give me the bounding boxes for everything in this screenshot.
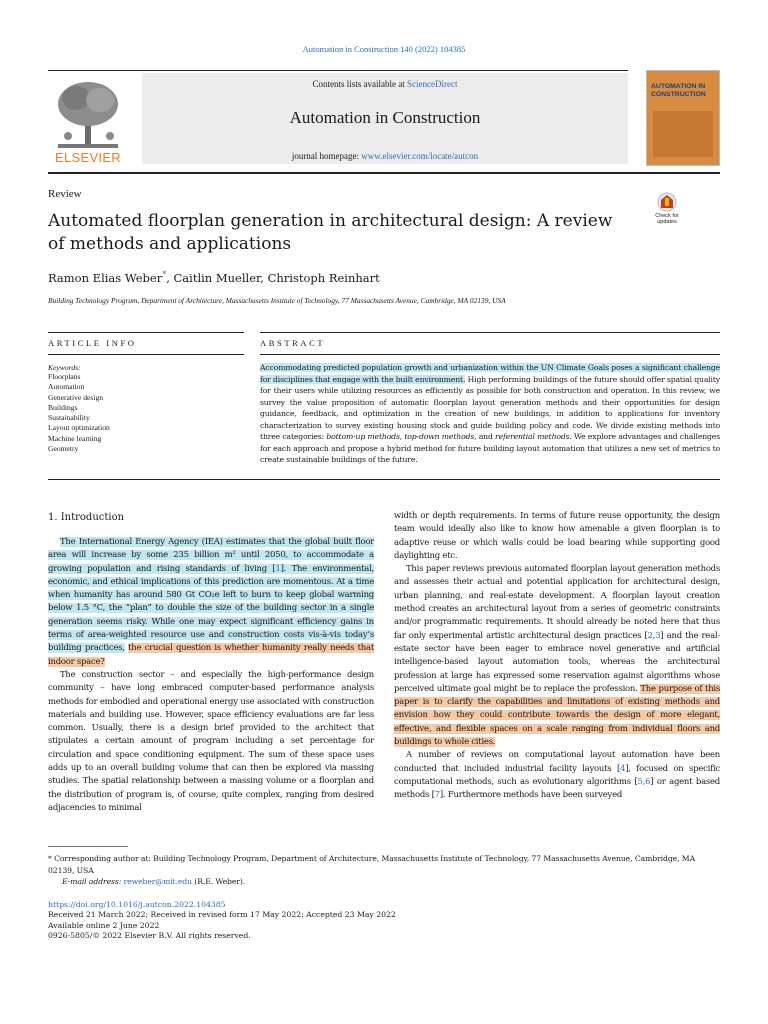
citation-link[interactable]: 5,6 <box>637 776 651 787</box>
article-info-rule-bottom <box>48 354 244 355</box>
received-dates: Received 21 March 2022; Received in revised form 17 May 2022; Accepted 23 May 2022 <box>48 910 396 920</box>
author-rest[interactable]: , Caitlin Mueller, Christoph Reinhart <box>166 270 380 285</box>
check-for-updates-icon[interactable] <box>648 192 686 232</box>
body-column-left <box>48 536 374 815</box>
paragraph: width or depth requirements. In terms of future reuse opportunity, the design team would ideally also like to know how amenable a given floorplan is to adaptive reuse or which walls could be load bearing while supporting good daylighting etc. <box>394 511 720 561</box>
footnote-rule <box>48 846 128 847</box>
abstract-emphasis-a: bottom-up methods <box>326 432 400 441</box>
journal-reference[interactable]: Automation in Construction 140 (2022) 104385 <box>302 44 466 54</box>
section-heading-introduction: 1. Introduction <box>48 512 125 523</box>
body-column-right <box>394 510 720 803</box>
check-label-line2: updates <box>657 219 677 225</box>
highlight-orange: the crucial question is whether humanity really needs that indoor space? <box>48 643 375 667</box>
cover-title: AUTOMATION IN CONSTRUCTION <box>651 83 706 98</box>
email-suffix: (R.E. Weber). <box>191 877 246 886</box>
keyword-item: Floorplans <box>48 372 81 381</box>
citation-link[interactable]: 7 <box>434 790 440 801</box>
keywords-label: Keywords: <box>48 363 81 372</box>
intro-r2-text-b: ] and the real-estate sector have been eager to embrace novel generative and artificial intelligence-based layout automation tools, whereas the architectural profession at large has expressed some reservation against algorithms whose perceived ultimate goal might be to replace the profession. <box>394 630 720 694</box>
author-list <box>48 270 380 285</box>
intro-p1-text: The International Energy Agency (IEA) estimates that the global built floor area will increase by some 235 billion m² until 2050, to accommodate a growing population and rising standards of living [ <box>48 537 374 574</box>
intro-r3-text-d: ]. Furthermore methods have been surveyed <box>439 790 623 801</box>
affiliation: Building Technology Program, Department of Architecture, Massachusetts Institute of Technology, 77 Massachusetts Avenue, Cambridge, MA 02139, USA <box>48 296 506 305</box>
keyword-item: Generative design <box>48 392 104 402</box>
header-rule-top <box>48 70 628 71</box>
citation-link[interactable]: 1 <box>275 563 281 574</box>
keyword-item: Sustainability <box>48 413 90 423</box>
check-label-line1: Check for <box>655 213 679 219</box>
paragraph: The construction sector – and especially the high-performance design community – have long embraced computer-based performance analysis methods for embodied and operational energy use associated with construction materials and building use. However, space efficiency evaluations are far less common. Usually, there is a design brief provided to the architect that stipulates a certain amount of program including a set percentage for circulation and space conditioning equipment. The sum of these space uses adds up to an overall building volume that can then be explored via massing studies. The spatial relationship between a massing volume or a floorplan and the distribution of program is, of course, quite complex, ranging from desired adjacencies to minimal <box>48 669 374 813</box>
abstract-rule-end <box>48 479 720 480</box>
keywords-list <box>48 372 110 454</box>
paragraph <box>48 536 374 669</box>
homepage-link[interactable]: www.elsevier.com/locate/autcon <box>361 151 479 161</box>
highlight-orange: The purpose of this paper is to clarify the capabilities and limitations of existing methods and envision how they could contribute towards the design of more elegant, effective, and flexible spaces on a scale ranging from individual floors and buildings to whole cities. <box>394 683 721 748</box>
abstract-text-d: . We explore advantages and challenges for each approach and propose a hybrid method for future building layout automation that utilizes a new set of metrics to create sustainable buildings of the future. <box>260 432 721 464</box>
abstract-emphasis-b: top-down methods <box>404 432 475 441</box>
header-rule-bottom <box>48 172 720 174</box>
abstract-text-c: , and <box>474 432 496 441</box>
keyword-item: Buildings <box>48 402 78 412</box>
keyword-item: Automation <box>48 382 85 392</box>
online-date: Available online 2 June 2022 <box>48 920 160 930</box>
footnote <box>48 853 720 888</box>
citation-link[interactable]: 4 <box>620 763 626 774</box>
intro-r3-text-a: A number of reviews on computational layout automation have been conducted that included industrial facility layouts [ <box>394 750 720 774</box>
corresponding-author-note: * Corresponding author at: Building Technology Program, Department of Architecture, Massachusetts Institute of Technology, 77 Massachusetts Avenue, Cambridge, MA 02139, USA <box>48 854 696 875</box>
abstract-text-a: High performing buildings of the future should offer spatial quality for their users while utilizing resources as efficiently as possible for both construction and operation. In this review, we survey the value proposition of automatic floorplan layout generation methods and their opportunities for design guidance, feedback, and optimization in the creation of new buildings, in addition to applications for inventory characterization to survey existing housing stock and guide building policy and code. We divide existing methods into three categories: <box>260 374 720 441</box>
citation-link[interactable]: 2,3 <box>647 630 661 641</box>
abstract-highlight: Accommodating predicted population growth and urbanization within the UN Climate Goals poses a significant challenge for disciplines that engage with the built environment. <box>260 363 720 384</box>
keyword-item: Layout optimization <box>48 423 110 433</box>
email-label: E-mail address: <box>62 877 124 886</box>
contents-prefix: Contents lists available at <box>312 79 407 89</box>
publication-info <box>48 900 396 942</box>
homepage-prefix: journal homepage: <box>291 151 362 161</box>
intro-r3-text-b: ], focused on specific computational methods, such as evolutionary algorithms [ <box>394 763 720 787</box>
sciencedirect-link[interactable]: ScienceDirect <box>407 79 458 89</box>
article-title: Automated floorplan generation in architectural design: A review of methods and applications <box>48 211 613 254</box>
abstract-text <box>260 362 720 466</box>
abstract-text-b: , <box>399 432 405 441</box>
email-line <box>48 876 720 888</box>
abstract-emphasis-c: referential methods <box>495 432 570 441</box>
journal-cover-image <box>646 70 720 166</box>
intro-r3-text-c: ] or agent based methods [ <box>394 776 720 801</box>
paragraph <box>394 563 720 749</box>
keyword-item: Geometry <box>48 444 79 454</box>
intro-r2-text-a: This paper reviews previous automated floorplan layout generation methods and assesses their actual and potential application for architectural design, urban planning, and real-estate development. A floorplan layout creation method creates an architectural layout from a series of geometric constraints and/or programmatic requirements. It should already be noted here that thus far only experimental artistic architectural design practices [ <box>394 564 720 641</box>
intro-p1-text-b: ]. The environmental, economic, and ethical implications of this prediction are momentous. At a time when humanity has around 580 Gt CO₂e left to burn to keep global warming below 1.5 °C, the “plan” to double the size of the building sector in a single generation seems risky. While one may expect significant efficiency gains in terms of area-weighted resource use and construction costs vis-à-vis today’s building practices, <box>48 563 374 654</box>
highlight-blue <box>48 537 374 653</box>
abstract-rule-bottom <box>260 354 720 355</box>
keyword-item: Machine learning <box>48 433 102 443</box>
contents-line <box>142 79 628 89</box>
email-link[interactable]: reweber@mit.edu <box>123 877 192 886</box>
abstract-rule-top <box>260 332 720 333</box>
article-info-rule-top <box>48 332 244 333</box>
publisher-name: ELSEVIER <box>55 150 121 165</box>
journal-homepage-line <box>142 151 628 161</box>
journal-title: Automation in Construction <box>289 108 481 127</box>
author-first[interactable]: Ramon Elias Weber <box>48 270 163 285</box>
abstract-heading: ABSTRACT <box>260 338 326 348</box>
paragraph <box>394 749 720 802</box>
corresponding-author-mark[interactable]: * <box>162 270 167 279</box>
copyright: 0926-5805/© 2022 Elsevier B.V. All rights reserved. <box>48 931 251 941</box>
article-info-heading: ARTICLE INFO <box>48 338 137 348</box>
article-type: Review <box>48 188 82 200</box>
doi-link[interactable]: https://doi.org/10.1016/j.autcon.2022.104385 <box>48 900 226 909</box>
check-for-updates-label[interactable] <box>644 213 690 225</box>
cover-artwork <box>653 111 713 157</box>
